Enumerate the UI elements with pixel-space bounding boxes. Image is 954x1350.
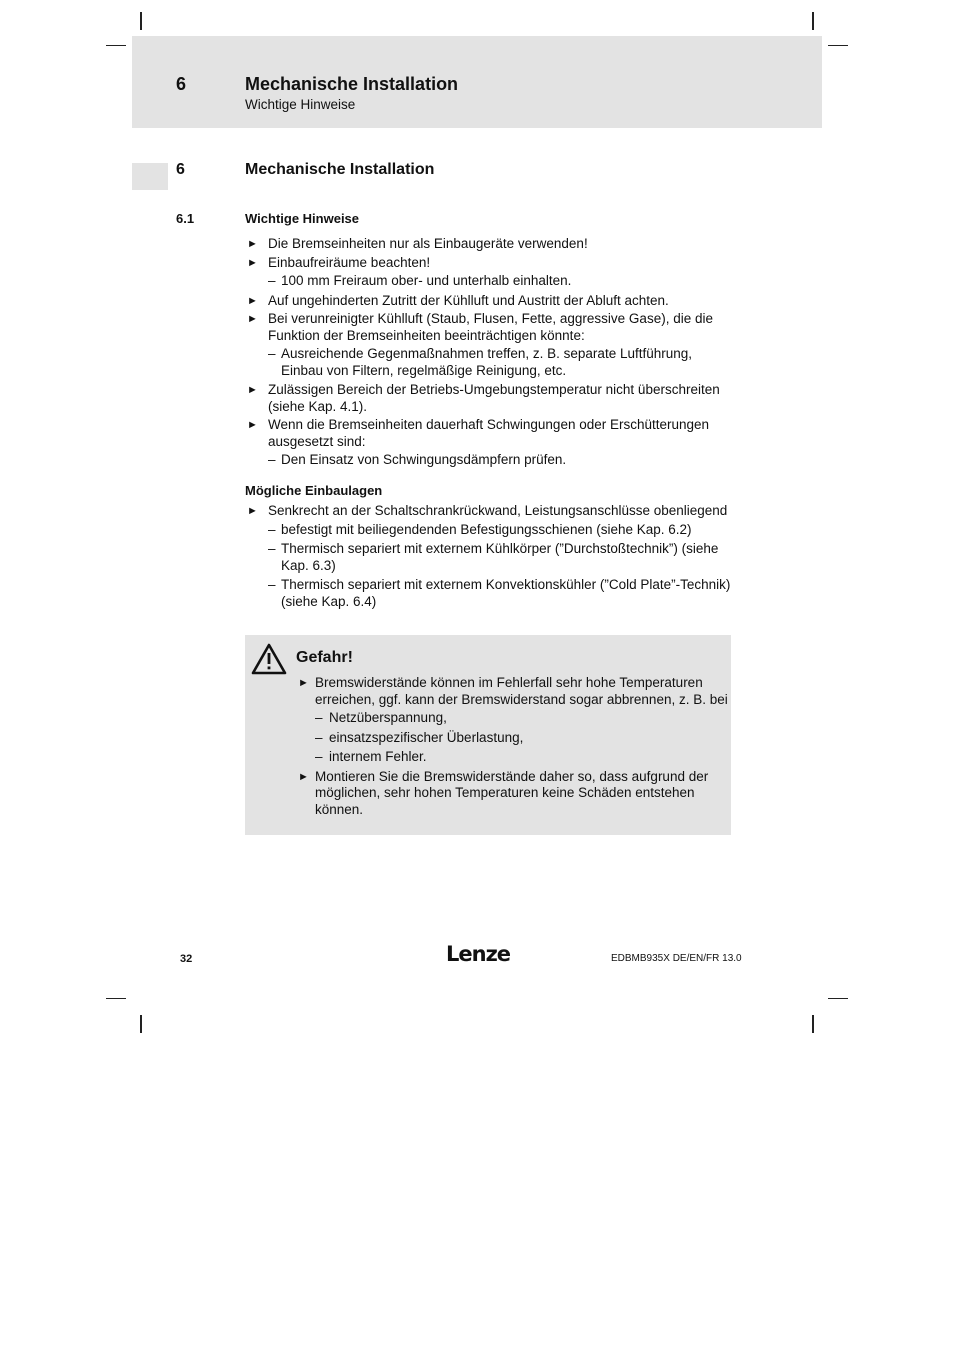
sub-list-item-text: Ausreichende Gegenmaßnahmen treffen, z. B. separate Luftführung, Einbau von Filtern, regelmäßige Reinigung, etc.: [281, 346, 693, 378]
dash-icon: –: [315, 749, 323, 764]
list-item: [245, 503, 731, 610]
section-title: Mechanische Installation: [245, 161, 435, 178]
list-item: [245, 417, 731, 469]
list-item-text: Auf ungehinderten Zutritt der Kühlluft und Austritt der Abluft achten.: [268, 292, 669, 308]
list-item: [245, 255, 731, 290]
mounting-heading: Mögliche Einbaulagen: [245, 482, 383, 498]
list-item: [245, 236, 731, 253]
list-item: [245, 293, 731, 310]
bullet-arrow-icon: ►: [247, 238, 258, 250]
list-item-text: Wenn die Bremseinheiten dauerhaft Schwingungen oder Erschütterungen ausgesetzt sind:: [268, 417, 710, 449]
sub-list: [268, 452, 731, 469]
list-item-text: Senkrecht an der Schaltschrankrückwand, Leistungsanschlüsse obenliegend: [268, 503, 728, 518]
bullet-arrow-icon: ►: [298, 677, 309, 689]
crop-mark: [812, 12, 814, 30]
crop-mark: [828, 45, 848, 46]
sub-list-item: [268, 522, 731, 539]
bullet-arrow-icon: ►: [247, 419, 258, 431]
header-band: [132, 36, 822, 128]
sub-list-item: [268, 577, 731, 610]
dash-icon: –: [268, 521, 276, 537]
bullet-arrow-icon: ►: [247, 294, 258, 307]
sub-list-item-text: 100 mm Freiraum ober- und unterhalb einhalten.: [281, 273, 572, 288]
bullet-arrow-icon: ►: [247, 384, 258, 396]
mounting-list: [245, 503, 731, 610]
list-item-text: Montieren Sie die Bremswiderstände daher so, dass aufgrund der möglichen, sehr hohen Temperaturen keine Schäden entstehen können.: [315, 768, 709, 817]
sub-list-item: [315, 749, 728, 766]
dash-icon: –: [315, 729, 323, 745]
crop-mark: [106, 45, 126, 46]
list-item: [298, 675, 728, 766]
sub-list-item: [268, 452, 731, 469]
document-id: EDBMB935X DE/EN/FR 13.0: [611, 953, 742, 964]
subsection-number: 6.1: [176, 211, 195, 226]
dash-icon: –: [268, 273, 276, 288]
sub-list-item: [315, 730, 728, 747]
dash-icon: –: [315, 710, 323, 725]
dash-icon: –: [268, 346, 276, 361]
sub-list-item-text: befestigt mit beiliegendenden Befestigungsschienen (siehe Kap. 6.2): [281, 521, 692, 537]
crop-mark: [828, 998, 848, 999]
list-item-text: Einbaufreiräume beachten!: [268, 254, 431, 270]
dash-icon: –: [268, 577, 276, 592]
list-item: [245, 382, 731, 415]
sub-list: [315, 710, 728, 766]
sub-list: [268, 273, 731, 290]
sub-list-item: [268, 346, 731, 379]
page-number: 32: [180, 953, 193, 965]
crop-mark: [812, 1015, 814, 1033]
sub-list-item-text: Netzüberspannung,: [329, 710, 447, 725]
chapter-subtitle: Wichtige Hinweise: [245, 97, 356, 112]
warning-triangle-icon: [251, 643, 287, 680]
sub-list-item-text: Thermisch separiert mit externem Kühlkörper (”Durchstoßtechnik”) (siehe Kap. 6.3): [281, 541, 719, 573]
crop-mark: [140, 12, 142, 30]
sub-list: [268, 346, 731, 379]
dash-icon: –: [268, 541, 276, 556]
danger-title: Gefahr!: [296, 649, 353, 666]
list-item-text: Bei verunreinigter Kühlluft (Staub, Flusen, Fette, aggressive Gase), die die Funktion der Bremseinheiten beeinträchtigen könnte:: [268, 311, 713, 343]
bullet-arrow-icon: ►: [298, 770, 309, 783]
subsection-title: Wichtige Hinweise: [245, 211, 360, 226]
sub-list-item-text: internem Fehler.: [329, 749, 427, 764]
dash-icon: –: [268, 452, 276, 467]
danger-body: [298, 675, 728, 820]
bullet-arrow-icon: ►: [247, 256, 258, 269]
section-tab-marker: [132, 163, 168, 190]
list-item-text: Bremswiderstände können im Fehlerfall sehr hohe Temperaturen erreichen, ggf. kann der Bremswiderstand sogar abbrennen, z. B. bei: [315, 675, 728, 707]
lenze-logo: Lenze: [446, 942, 511, 966]
danger-box: [245, 635, 731, 835]
bullet-arrow-icon: ►: [247, 313, 258, 325]
chapter-title: Mechanische Installation: [245, 74, 459, 94]
sub-list: [268, 522, 731, 611]
bullet-arrow-icon: ►: [247, 505, 258, 517]
list-item: [298, 769, 728, 819]
list-item-text: Zulässigen Bereich der Betriebs-Umgebungstemperatur nicht überschreiten (siehe Kap. 4.1).: [268, 382, 720, 414]
sub-list-item-text: Thermisch separiert mit externem Konvektionskühler (”Cold Plate”-Technik) (siehe Kap. 6.4): [281, 577, 731, 609]
sub-list-item: [268, 541, 731, 574]
notes-list: [245, 236, 731, 469]
crop-mark: [140, 1015, 142, 1033]
danger-list: [298, 675, 728, 818]
sub-list-item: [268, 273, 731, 290]
chapter-number: 6: [176, 74, 187, 94]
section-number: 6: [176, 161, 185, 178]
notes-content: [245, 236, 731, 613]
list-item-text: Die Bremseinheiten nur als Einbaugeräte verwenden!: [268, 236, 588, 251]
crop-mark: [106, 998, 126, 999]
sub-list-item-text: Den Einsatz von Schwingungsdämpfern prüfen.: [281, 452, 567, 467]
list-item: [245, 311, 731, 379]
sub-list-item-text: einsatzspezifischer Überlastung,: [329, 729, 524, 745]
sub-list-item: [315, 710, 728, 727]
